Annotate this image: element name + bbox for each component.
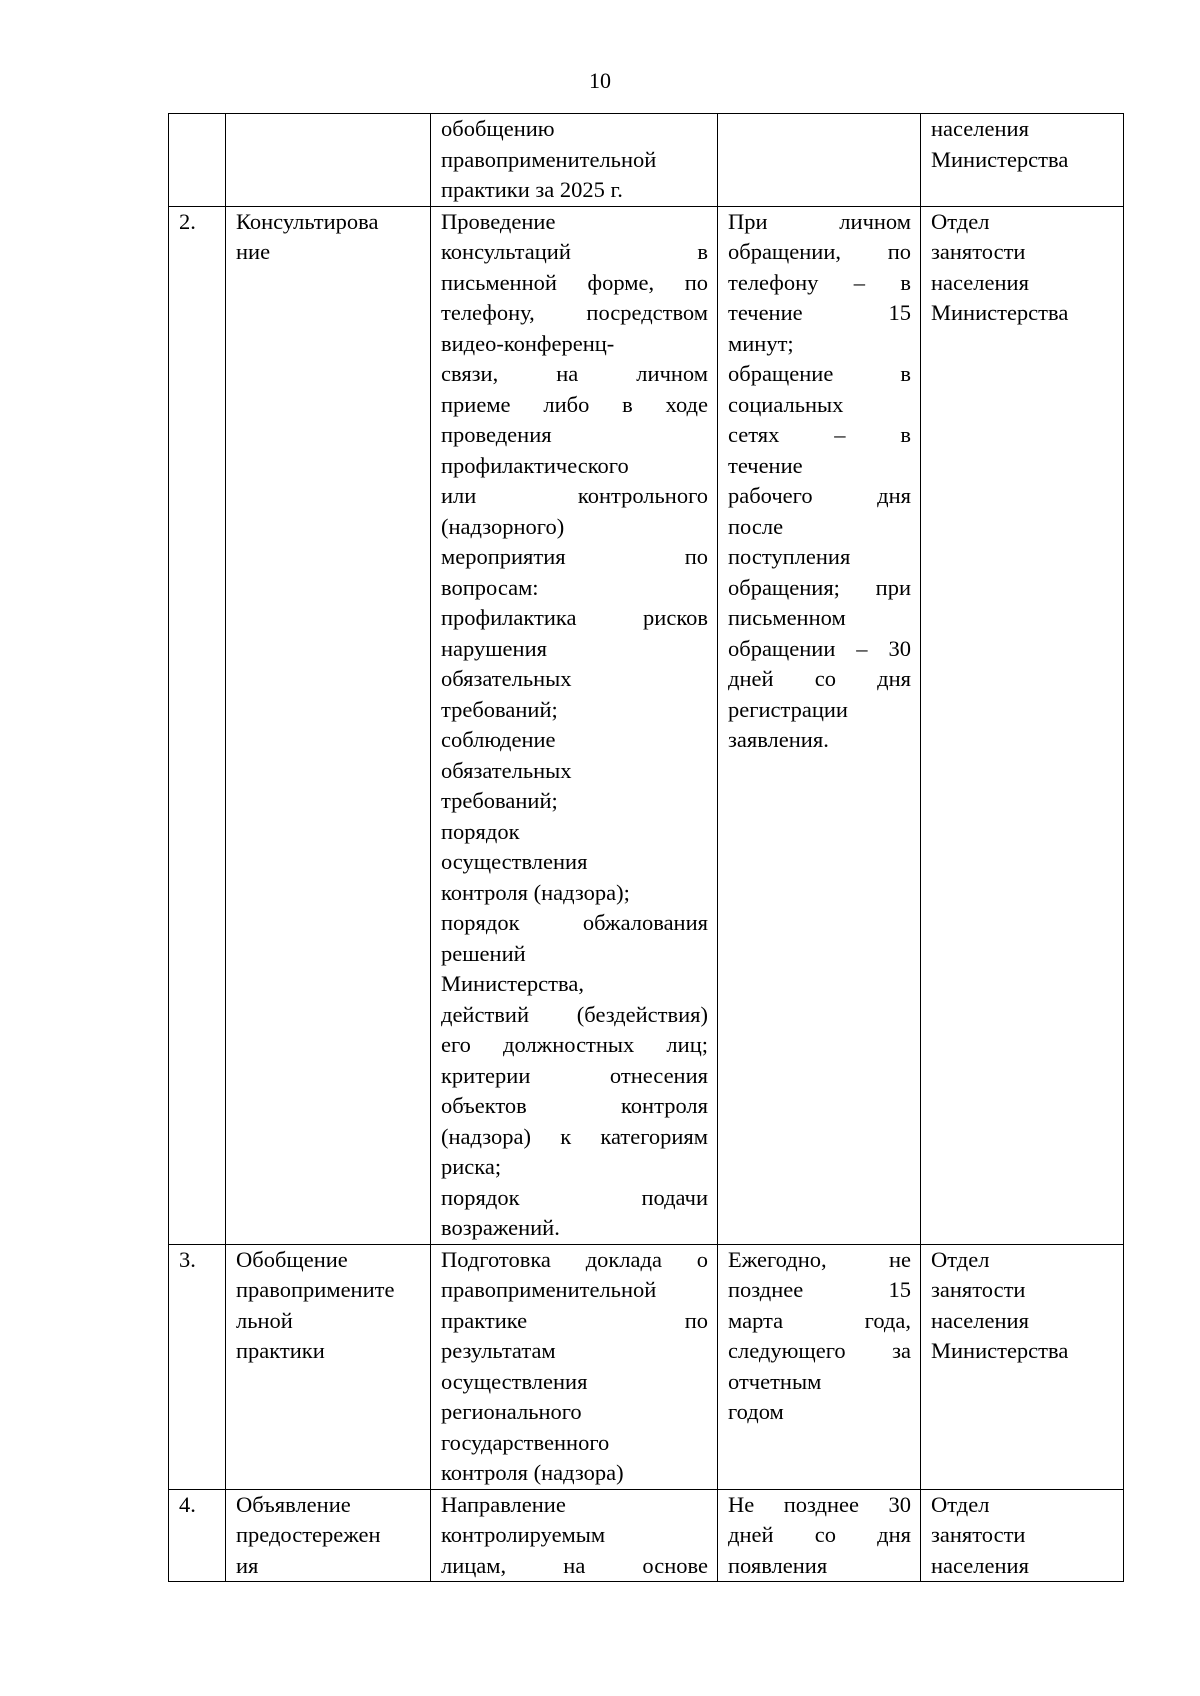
table-row xyxy=(169,206,1124,1244)
cell-line: контроля (надзора) xyxy=(441,1460,624,1485)
row-number-cell xyxy=(169,206,226,1244)
cell-line: практики xyxy=(236,1338,325,1363)
cell-line: Проведение xyxy=(441,208,556,234)
activity-name-cell xyxy=(226,1489,431,1582)
cell-line: При личном xyxy=(728,208,911,234)
cell-line: телефону, посредством xyxy=(441,300,708,325)
cell-line: течение xyxy=(728,452,803,478)
cell-line: Отдел xyxy=(931,1246,990,1272)
cell-line: Министерства xyxy=(931,146,1069,172)
cell-line: возражений. xyxy=(441,1215,560,1240)
cell-line: правопримените xyxy=(236,1277,395,1302)
cell-line: профилактика рисков xyxy=(441,605,708,630)
activity-name-cell xyxy=(226,1244,431,1489)
cell-line: соблюдение xyxy=(441,727,556,752)
cell-line: риска; xyxy=(441,1154,502,1179)
cell-line: льной xyxy=(236,1307,293,1333)
cell-line: нарушения xyxy=(441,635,547,661)
row-number: 2. xyxy=(179,208,196,234)
cell-line: порядок xyxy=(441,818,520,844)
cell-line: вопросам: xyxy=(441,574,539,600)
activity-content-cell xyxy=(431,1244,718,1489)
cell-line: Министерства, xyxy=(441,971,584,996)
row-number-cell xyxy=(169,1489,226,1582)
cell-line: населения xyxy=(931,116,1029,141)
cell-line: занятости xyxy=(931,239,1026,264)
activity-name-cell xyxy=(226,114,431,207)
cell-line: Министерства xyxy=(931,1338,1069,1363)
cell-line: Отдел xyxy=(931,208,990,234)
cell-line: требований; xyxy=(441,788,558,813)
cell-line: обязательных xyxy=(441,666,572,691)
cell-line: обязательных xyxy=(441,757,572,783)
cell-line: порядок подачи xyxy=(441,1184,708,1210)
cell-line: (надзора) к категориям xyxy=(441,1123,708,1149)
cell-line: позднее 15 xyxy=(728,1277,911,1302)
cell-line: сетях – в xyxy=(728,422,911,447)
cell-line: течение 15 xyxy=(728,300,911,325)
activity-term-cell xyxy=(718,114,921,207)
cell-line: действий (бездействия) xyxy=(441,1001,708,1027)
cell-line: государственного xyxy=(441,1429,610,1455)
cell-line: Объявление xyxy=(236,1491,351,1517)
cell-line: консультаций в xyxy=(441,239,708,264)
cell-line: его должностных лиц; xyxy=(441,1032,708,1057)
cell-line: обобщению xyxy=(441,116,555,141)
cell-line: требований; xyxy=(441,696,558,722)
cell-line: письменном xyxy=(728,605,846,630)
cell-line: контроля (надзора); xyxy=(441,879,630,905)
cell-line: (надзорного) xyxy=(441,513,565,539)
cell-line: дней со дня xyxy=(728,1522,911,1547)
cell-line: Ежегодно, не xyxy=(728,1246,911,1272)
cell-line: обращении, по xyxy=(728,239,911,264)
cell-line: ия xyxy=(236,1552,259,1578)
cell-line: осуществления xyxy=(441,1368,588,1394)
cell-line: профилактического xyxy=(441,452,629,478)
cell-line: населения xyxy=(931,1552,1029,1578)
cell-line: мероприятия по xyxy=(441,544,708,569)
cell-line: результатам xyxy=(441,1338,556,1363)
cell-line: практики за 2025 г. xyxy=(441,177,623,202)
cell-line: Отдел xyxy=(931,1491,990,1517)
cell-line: обращения; при xyxy=(728,574,911,600)
responsible-cell xyxy=(921,1489,1124,1582)
cell-line: приеме либо в ходе xyxy=(441,391,708,417)
cell-line: занятости xyxy=(931,1522,1026,1547)
cell-line: следующего за xyxy=(728,1338,911,1363)
table-body xyxy=(169,114,1124,1582)
cell-line: марта года, xyxy=(728,1307,911,1333)
table-row xyxy=(169,1489,1124,1582)
activities-table xyxy=(168,113,1124,1582)
cell-line: годом xyxy=(728,1399,784,1424)
cell-line: или контрольного xyxy=(441,483,708,508)
cell-line: критерии отнесения xyxy=(441,1062,708,1088)
cell-line: Консультирова xyxy=(236,208,379,234)
activity-term-cell xyxy=(718,1244,921,1489)
cell-line: правоприменительной xyxy=(441,146,657,172)
activity-name-cell xyxy=(226,206,431,1244)
cell-line: населения xyxy=(931,269,1029,295)
activity-term-cell xyxy=(718,206,921,1244)
cell-line: проведения xyxy=(441,422,552,447)
cell-line: осуществления xyxy=(441,849,588,874)
page-number: 10 xyxy=(589,68,611,93)
cell-line: контролируемым xyxy=(441,1522,606,1547)
cell-line: лицам, на основе xyxy=(441,1552,708,1578)
cell-line: отчетным xyxy=(728,1368,822,1394)
cell-line: регистрации xyxy=(728,696,848,722)
activity-content-cell xyxy=(431,114,718,207)
cell-line: Министерства xyxy=(931,300,1069,325)
cell-line: рабочего дня xyxy=(728,483,911,508)
cell-line: порядок обжалования xyxy=(441,910,708,935)
row-number-cell xyxy=(169,1244,226,1489)
activity-term-cell xyxy=(718,1489,921,1582)
cell-line: видео-конференц- xyxy=(441,330,615,356)
cell-line: появления xyxy=(728,1552,828,1578)
cell-line: населения xyxy=(931,1307,1029,1333)
cell-line: занятости xyxy=(931,1277,1026,1302)
cell-line: заявления. xyxy=(728,727,829,752)
responsible-cell xyxy=(921,114,1124,207)
cell-line: телефону – в xyxy=(728,269,911,295)
cell-line: письменной форме, по xyxy=(441,269,708,295)
row-number: 3. xyxy=(179,1246,196,1272)
table-row xyxy=(169,1244,1124,1489)
table-row xyxy=(169,114,1124,207)
cell-line: Направление xyxy=(441,1491,566,1517)
cell-line: связи, на личном xyxy=(441,361,708,386)
cell-line: регионального xyxy=(441,1399,582,1424)
cell-line: после xyxy=(728,513,784,539)
cell-line: минут; xyxy=(728,330,794,356)
row-number: 4. xyxy=(179,1491,196,1517)
cell-line: Обобщение xyxy=(236,1246,348,1272)
cell-line: Подготовка доклада о xyxy=(441,1246,708,1272)
responsible-cell xyxy=(921,1244,1124,1489)
cell-line: правоприменительной xyxy=(441,1277,657,1302)
cell-line: дней со дня xyxy=(728,666,911,691)
cell-line: Не позднее 30 xyxy=(728,1491,911,1517)
cell-line: практике по xyxy=(441,1307,708,1333)
cell-line: объектов контроля xyxy=(441,1093,708,1118)
cell-line: социальных xyxy=(728,391,844,417)
responsible-cell xyxy=(921,206,1124,1244)
cell-line: предостережен xyxy=(236,1522,381,1547)
cell-line: поступления xyxy=(728,544,851,569)
cell-line: ние xyxy=(236,239,271,264)
row-number-cell xyxy=(169,114,226,207)
cell-line: обращении – 30 xyxy=(728,635,911,661)
cell-line: решений xyxy=(441,940,526,966)
activity-content-cell xyxy=(431,1489,718,1582)
activity-content-cell xyxy=(431,206,718,1244)
cell-line: обращение в xyxy=(728,361,911,386)
